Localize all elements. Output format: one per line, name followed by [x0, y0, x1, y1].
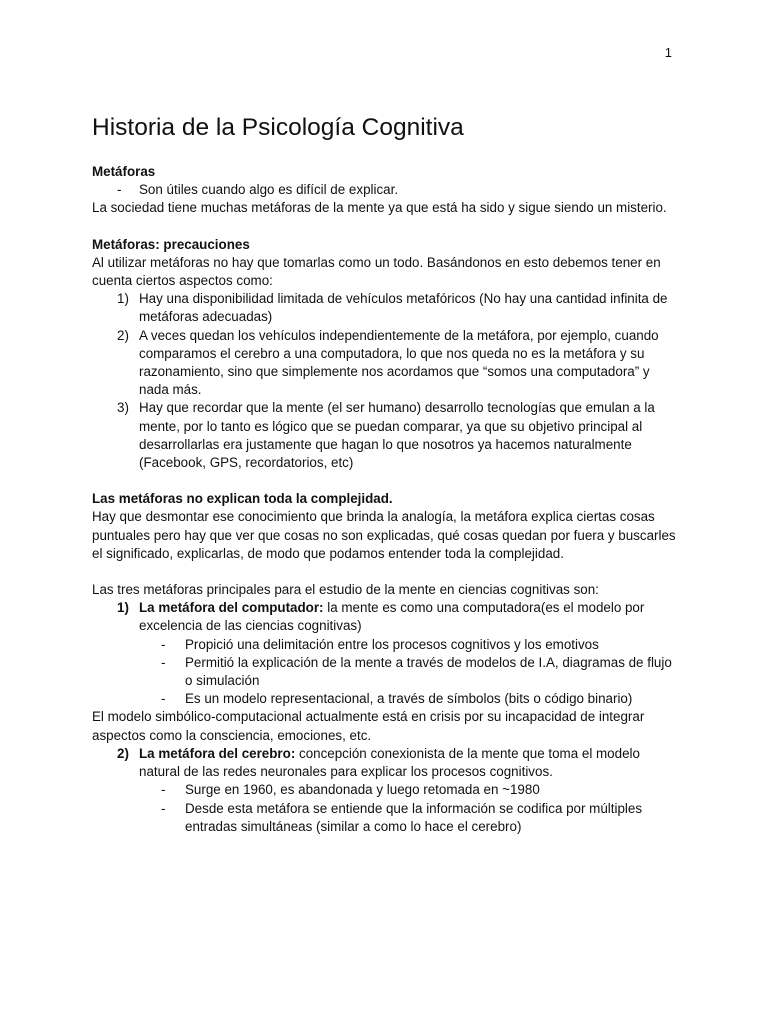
list-item — [139, 654, 682, 690]
list-item-text: la mente es como una computadora(es el modelo por excelencia de las ciencias cognitivas) — [139, 600, 645, 634]
dash-marker: - — [161, 654, 166, 670]
paragraph: La sociedad tiene muchas metáforas de la mente ya que está ha sido y sigue siendo un misterio. — [92, 200, 667, 216]
dash-marker: - — [161, 800, 166, 816]
section-heading-precauciones: Metáforas: precauciones — [92, 236, 250, 252]
paragraph: Al utilizar metáforas no hay que tomarlas como un todo. Basándonos en esto debemos tener en cuenta ciertos aspectos como: — [92, 254, 661, 289]
list-item-text: Hay que recordar que la mente (el ser humano) desarrollo tecnologías que emulan a la mente, por lo tanto es lógico que se puedan comparar, ya que su objetivo principal al desarrollarlas era justamente que hagan lo que nosotros ya hacemos naturalmente (Facebook, GPS, recordatorios, etc) — [139, 400, 655, 471]
bullet-list — [92, 181, 682, 199]
list-item — [139, 636, 682, 654]
numbered-list — [92, 599, 682, 635]
list-item-text: Propició una delimitación entre los procesos cognitivos y los emotivos — [185, 636, 599, 652]
numbered-list — [92, 290, 682, 472]
list-item-text: Es un modelo representacional, a través de símbolos (bits o código binario) — [185, 691, 633, 707]
list-item — [92, 181, 682, 199]
dash-marker: - — [161, 691, 166, 707]
list-marker: 2) — [117, 327, 129, 343]
list-item-text: Surge en 1960, es abandonada y luego retomada en ~1980 — [185, 782, 540, 798]
paragraph: Hay que desmontar ese conocimiento que brinda la analogía, la metáfora explica ciertas cosas puntuales pero hay que ver que cosas no son explicadas, qué cosas quedan por fuera y buscarles el significado, explicarlas, de modo que podamos entender toda la complejidad. — [92, 509, 676, 561]
sub-bullet-list — [92, 781, 682, 836]
list-item-label: La metáfora del cerebro: — [139, 745, 296, 761]
paragraph: Las tres metáforas principales para el estudio de la mente en ciencias cognitivas son: — [92, 582, 599, 598]
list-item — [92, 599, 682, 635]
list-marker: 1) — [117, 600, 129, 616]
list-item — [139, 690, 682, 708]
document-title: Historia de la Psicología Cognitiva — [92, 114, 464, 141]
section-heading-complejidad: Las metáforas no explican toda la complejidad. — [92, 491, 393, 507]
list-item-text: concepción conexionista de la mente que toma el modelo natural de las redes neuronales para explicar los procesos cognitivos. — [139, 745, 640, 780]
list-item — [92, 290, 682, 326]
numbered-list — [92, 745, 682, 781]
list-item — [139, 800, 682, 836]
list-item-text: Permitió la explicación de la mente a través de modelos de I.A, diagramas de flujo o simulación — [185, 654, 672, 689]
list-item — [92, 327, 682, 400]
list-item-text: Desde esta metáfora se entiende que la información se codifica por múltiples entradas simultáneas (similar a como lo hace el cerebro) — [185, 800, 643, 834]
list-item-text: Hay una disponibilidad limitada de vehículos metafóricos (No hay una cantidad infinita de metáforas adecuadas) — [139, 291, 668, 325]
list-item — [92, 745, 682, 781]
list-item — [139, 781, 682, 799]
dash-marker: - — [161, 782, 166, 798]
list-item — [92, 399, 682, 472]
list-item-label: La metáfora del computador: — [139, 600, 324, 616]
page-number: 1 — [664, 45, 672, 60]
section-heading-metaforas: Metáforas — [92, 164, 156, 179]
list-marker: 2) — [117, 745, 129, 761]
list-marker: 3) — [117, 400, 129, 416]
document-page — [92, 113, 682, 836]
list-item-text: A veces quedan los vehículos independientemente de la metáfora, por ejemplo, cuando comparamos el cerebro a una computadora, lo que nos queda no es la metáfora y su razonamiento, sino que simplemente nos acordamos que “somos una computadora” y nada más. — [139, 327, 659, 398]
list-marker: 1) — [117, 291, 129, 307]
sub-bullet-list — [92, 636, 682, 709]
dash-marker: - — [161, 636, 166, 652]
dash-marker: - — [117, 182, 122, 198]
list-item-text: Son útiles cuando algo es difícil de explicar. — [139, 182, 399, 198]
paragraph: El modelo simbólico-computacional actualmente está en crisis por su incapacidad de integrar aspectos como la consciencia, emociones, etc. — [92, 709, 645, 743]
